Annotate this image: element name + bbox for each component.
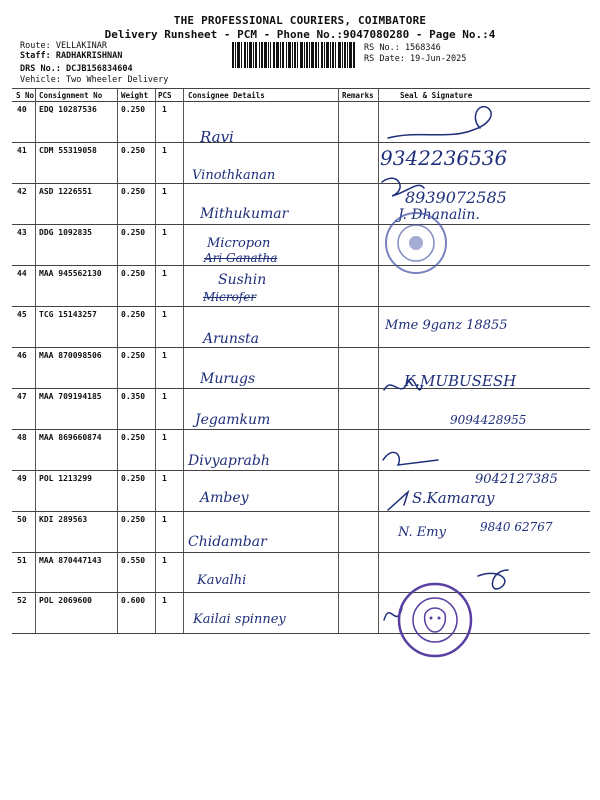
barcode [232, 42, 356, 68]
row-pcs: 1 [162, 515, 167, 524]
row-pcs: 1 [162, 146, 167, 155]
row-consignment: MAA 870098506 [39, 351, 102, 360]
row-sno: 49 [17, 474, 27, 483]
document-subtitle: Delivery Runsheet - PCM - Phone No.:9047080280 - Page No.:4 [104, 28, 496, 41]
signature-stroke [478, 570, 508, 589]
row-pcs: 1 [162, 474, 167, 483]
row-weight: 0.550 [121, 556, 146, 565]
handwritten-struck-name: Ari Ganatha [204, 251, 278, 265]
drs-line: DRS No.: DCJB156834604 [20, 64, 133, 74]
row-consignment: CDM 55319058 [39, 146, 97, 155]
row-pcs: 1 [162, 187, 167, 196]
handwritten-signature: S.Kamaray [412, 489, 495, 507]
table-top-rule [12, 88, 590, 89]
row-weight: 0.250 [121, 474, 146, 483]
handwritten-consignee: Jegamkum [195, 412, 271, 428]
row-consignment: KDI 289563 [39, 515, 88, 524]
row-pcs: 1 [162, 596, 167, 605]
col-header-pcs: PCS [158, 91, 172, 100]
row-sno: 43 [17, 228, 27, 237]
handwritten-struck-name: Microfer [203, 290, 257, 304]
row-weight: 0.250 [121, 310, 146, 319]
signature-stroke [388, 107, 491, 138]
company-seal-icon [395, 580, 475, 660]
handwritten-phone: 9042127385 [475, 472, 558, 487]
handwritten-signature: J. Dhanalin. [398, 207, 480, 223]
row-consignment: POL 1213299 [39, 474, 92, 483]
document-title: THE PROFESSIONAL COURIERS, COIMBATORE [173, 14, 427, 27]
rs-date: RS Date: 19-Jun-2025 [364, 54, 467, 64]
col-header-weight: Weight [121, 91, 149, 100]
row-weight: 0.250 [121, 269, 146, 278]
handwritten-phone: 9840 62767 [480, 520, 553, 534]
row-consignment: MAA 870447143 [39, 556, 102, 565]
col-header-remarks: Remarks [342, 91, 374, 100]
row-sno: 47 [17, 392, 27, 401]
row-weight: 0.250 [121, 146, 146, 155]
row-consignment: EDQ 10287536 [39, 105, 97, 114]
row-sno: 44 [17, 269, 27, 278]
round-stamp-icon [378, 208, 468, 278]
handwritten-phone: 9342236536 [380, 146, 508, 170]
col-header-consignment: Consignment No [39, 91, 103, 100]
row-sno: 42 [17, 187, 27, 196]
handwritten-consignee: Sushin [218, 272, 267, 288]
row-sno: 46 [17, 351, 27, 360]
handwritten-consignee: Ravi [200, 128, 234, 146]
row-pcs: 1 [162, 228, 167, 237]
route-line: Route: VELLAKINAR [20, 41, 107, 51]
row-consignment: MAA 709194185 [39, 392, 102, 401]
row-sno: 51 [17, 556, 27, 565]
row-pcs: 1 [162, 269, 167, 278]
handwritten-consignee: Kailai spinney [193, 612, 286, 627]
row-pcs: 1 [162, 105, 167, 114]
row-sno: 41 [17, 146, 27, 155]
row-weight: 0.250 [121, 515, 146, 524]
handwritten-phone: 8939072585 [405, 188, 507, 207]
row-sno: 45 [17, 310, 27, 319]
handwritten-consignee: Mithukumar [200, 206, 289, 222]
handwritten-phone: 9094428955 [450, 413, 527, 427]
handwritten-consignee: Micropon [207, 236, 271, 251]
signature-stroke [388, 492, 408, 510]
row-weight: 0.250 [121, 228, 146, 237]
row-pcs: 1 [162, 556, 167, 565]
row-weight: 0.250 [121, 187, 146, 196]
handwritten-consignee: Divyaprabh [188, 453, 270, 469]
row-pcs: 1 [162, 310, 167, 319]
col-header-sno: S No [16, 91, 35, 100]
handwritten-consignee: Chidambar [188, 534, 267, 550]
handwritten-consignee: Arunsta [203, 331, 259, 347]
handwritten-consignee: Murugs [200, 371, 256, 387]
vehicle-line: Vehicle: Two Wheeler Delivery [20, 75, 169, 85]
row-consignment: ASD 1226551 [39, 187, 92, 196]
row-consignment: MAA 869660874 [39, 433, 102, 442]
col-header-seal: Seal & Signature [400, 91, 473, 100]
row-consignment: DDG 1092835 [39, 228, 92, 237]
row-consignment: MAA 945562130 [39, 269, 102, 278]
row-weight: 0.350 [121, 392, 146, 401]
signature-stroke [384, 379, 422, 390]
row-sno: 40 [17, 105, 27, 114]
row-weight: 0.250 [121, 351, 146, 360]
rs-no: RS No.: 1568346 [364, 43, 441, 53]
row-pcs: 1 [162, 433, 167, 442]
rs-info [364, 43, 466, 65]
staff-line: Staff: RADHAKRISHNAN [20, 51, 123, 61]
row-pcs: 1 [162, 392, 167, 401]
handwritten-signature: N. Emy [398, 525, 446, 540]
row-sno: 52 [17, 596, 27, 605]
handwritten-consignee: Kavalhi [197, 573, 247, 588]
signature-stroke [383, 452, 438, 465]
row-weight: 0.250 [121, 433, 146, 442]
row-consignment: POL 2069600 [39, 596, 92, 605]
handwritten-signature: Mme 9ganz 18855 [385, 318, 508, 333]
signature-stroke [382, 178, 424, 196]
col-header-consignee: Consignee Details [188, 91, 265, 100]
handwritten-signature: K.MUBUSESH [404, 372, 517, 390]
signature-scribbles [378, 100, 590, 640]
handwritten-consignee: Vinothkanan [192, 168, 276, 183]
row-weight: 0.600 [121, 596, 146, 605]
row-pcs: 1 [162, 351, 167, 360]
row-sno: 48 [17, 433, 27, 442]
handwritten-consignee: Ambey [200, 490, 249, 506]
row-weight: 0.250 [121, 105, 146, 114]
row-consignment: TCG 15143257 [39, 310, 97, 319]
row-sno: 50 [17, 515, 27, 524]
